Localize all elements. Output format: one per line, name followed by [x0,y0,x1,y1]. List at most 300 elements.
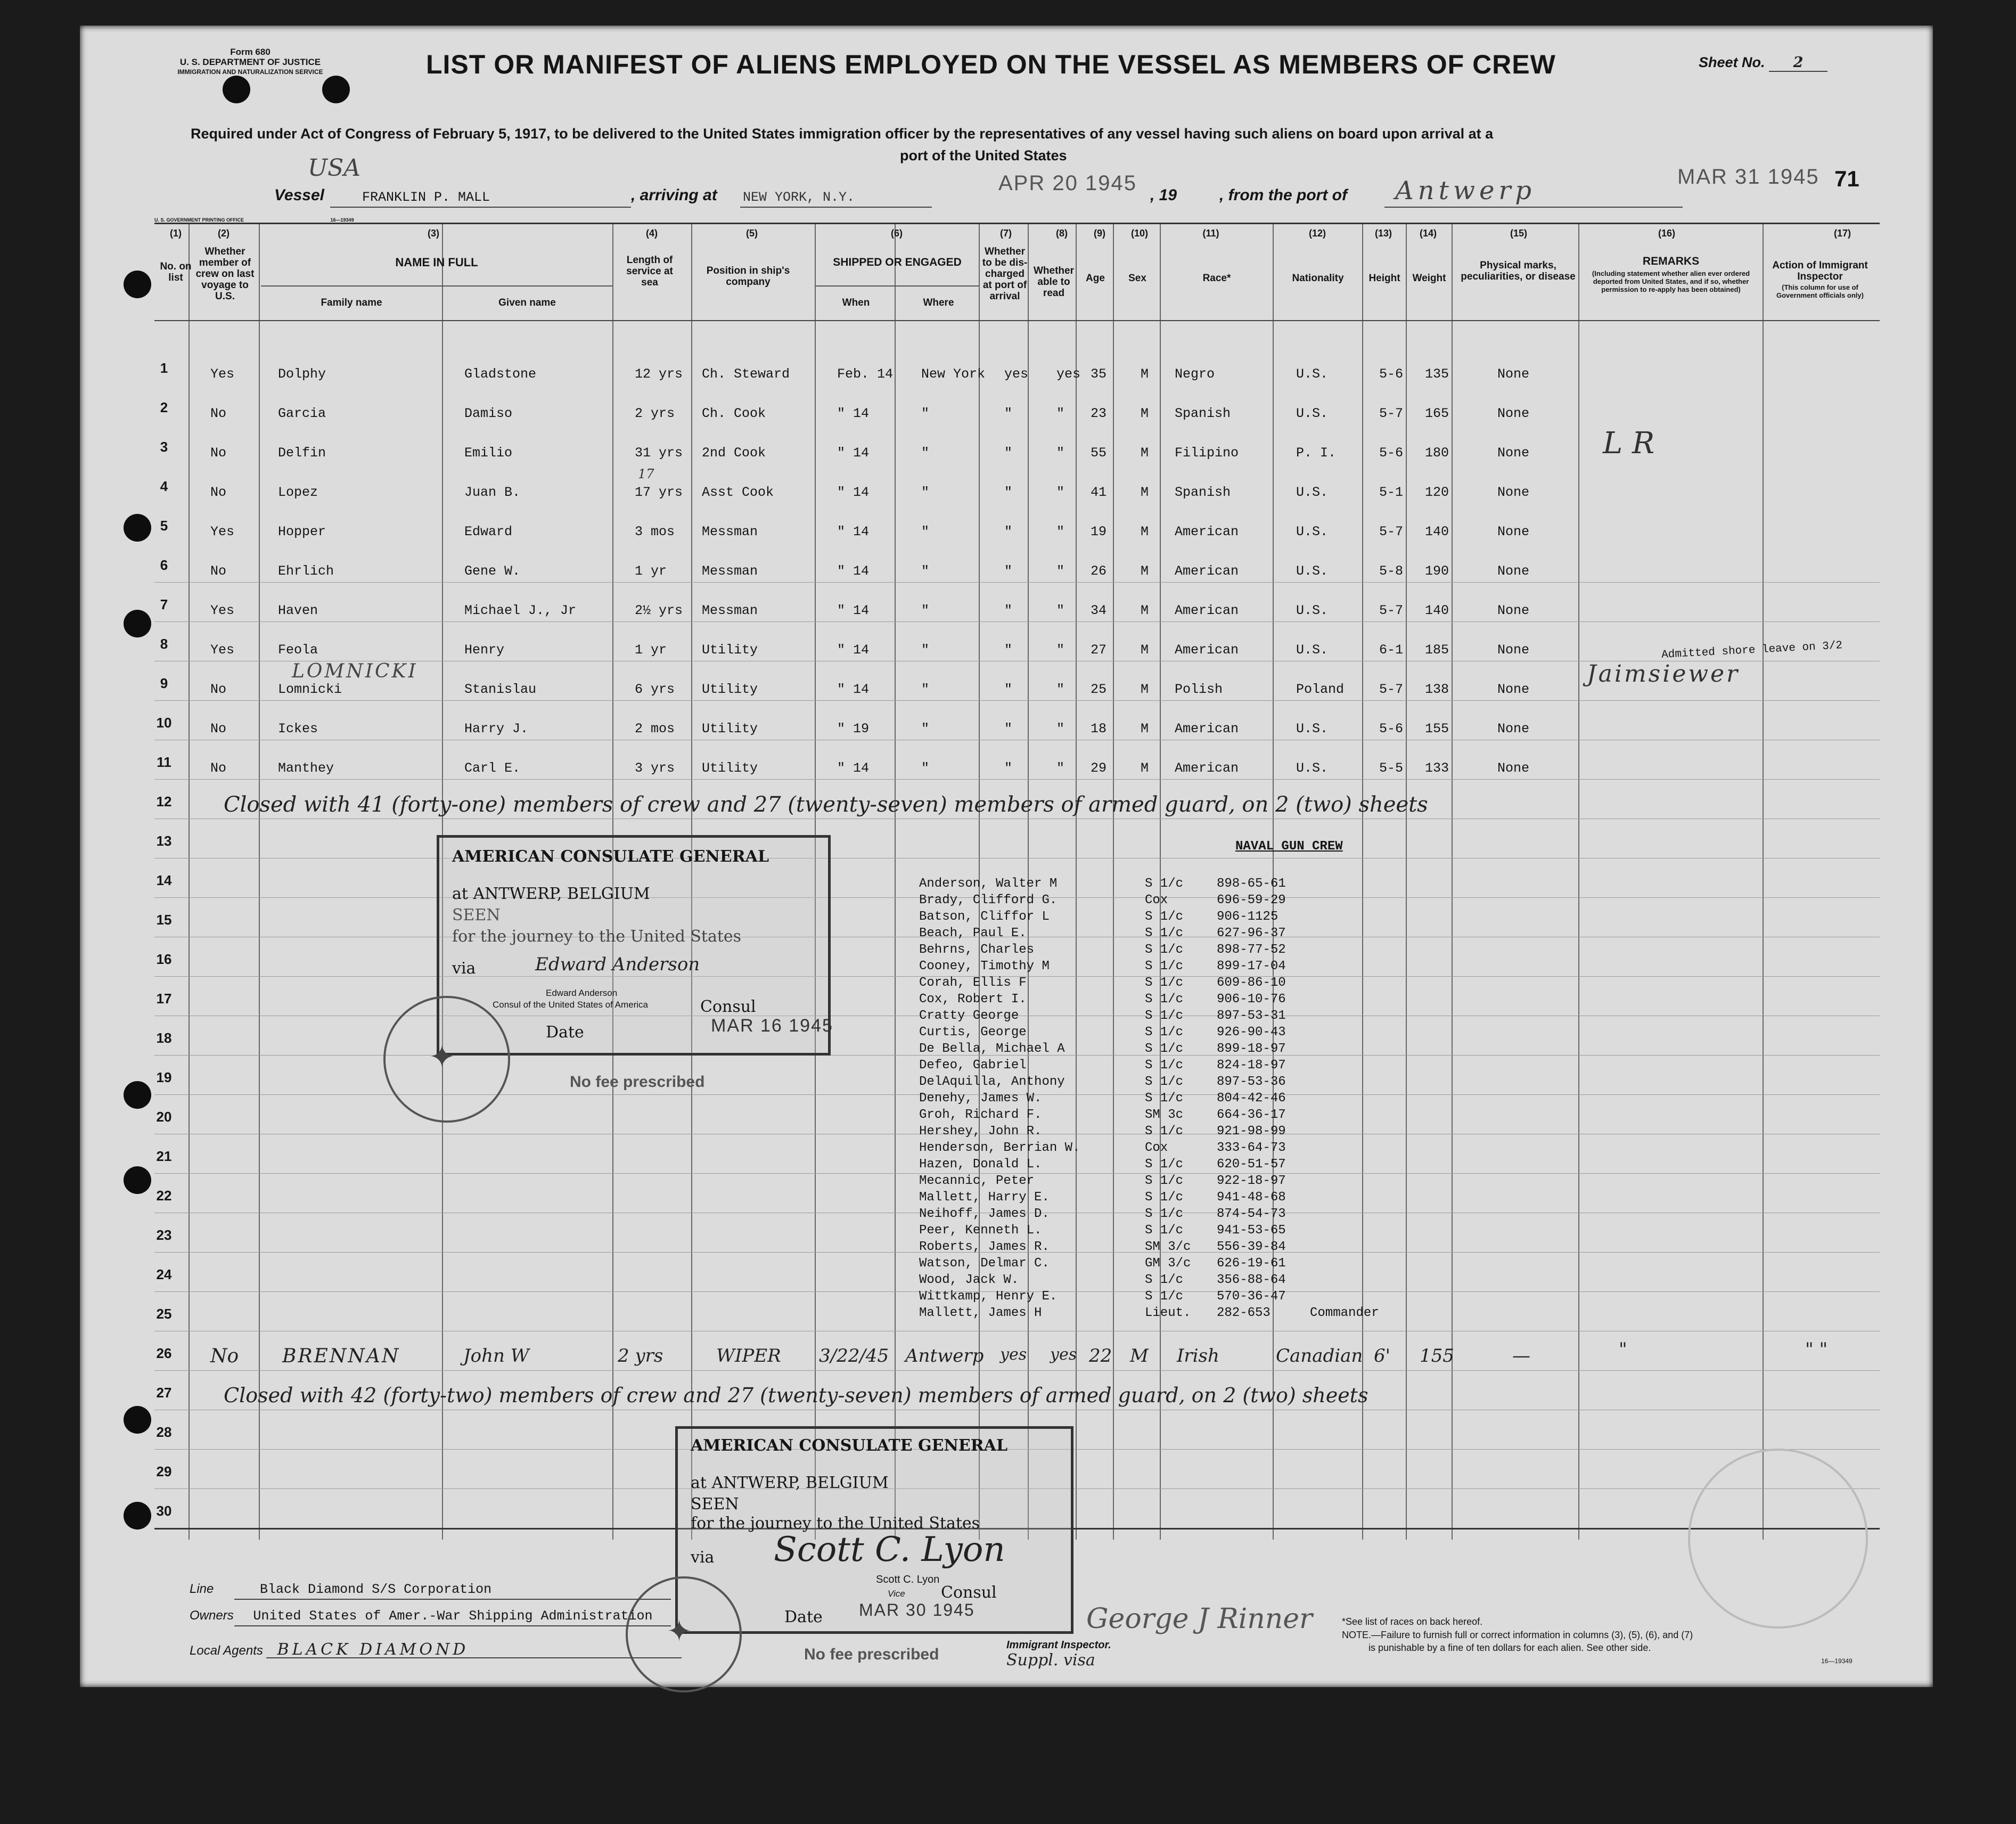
row26-when: 3/22/45 [819,1345,889,1367]
crew-cell-weight: 180 [1425,445,1449,461]
crew-cell-marks: None [1497,366,1530,382]
naval-member-rate: S 1/c [1145,1124,1184,1139]
crew-cell-race: American [1175,603,1239,618]
naval-member-rate: S 1/c [1145,976,1184,990]
crew-cell-where: " [921,760,930,776]
naval-member-serial: 921-98-99 [1217,1124,1286,1139]
col-num-2: (2) [218,228,230,239]
crew-cell-disch: yes [1004,366,1029,382]
crew-cell-weight: 135 [1425,366,1449,382]
hdr-where: Where [923,297,954,308]
col-num-10: (10) [1130,228,1148,239]
hdr-physical: Physical marks, peculiarities, or disease [1461,260,1576,282]
row-number: 22 [156,1188,172,1204]
crew-cell-sex: M [1141,485,1149,500]
naval-member-name: De Bella, Michael A [919,1042,1065,1056]
remarks-shore-leave: Admitted shore leave on 3/2 [1661,640,1843,661]
crew-cell-where: " [921,603,930,618]
crew-cell-length: 31 yrs [635,445,683,461]
hdr-whether-member: Whether member of crew on last voyage to U.S. [195,246,255,302]
naval-member-name: Mecannic, Peter [919,1174,1035,1188]
crew-cell-read: " [1056,760,1065,776]
hdr-remarks-note: (Including statement whether alien ever ordered deported from United States, and if so, whether permission to re-apply has been obtained) [1592,269,1750,293]
crew-cell-position: Utility [702,682,758,697]
naval-member-name: Behrns, Charles [919,943,1035,957]
form-department: U. S. DEPARTMENT OF JUSTICE [179,57,321,67]
hdr-height: Height [1368,273,1400,284]
hdr-nationality: Nationality [1292,273,1344,284]
row-number: 8 [160,636,168,652]
col-num-16: (16) [1658,228,1675,239]
naval-member-name: Roberts, James R. [919,1240,1050,1254]
row-number: 26 [156,1345,172,1361]
footer-agents: Local Agents BLACK DIAMOND [190,1640,469,1659]
faint-seal [1688,1449,1868,1629]
row26-remarks: " [1619,1339,1627,1360]
crew-cell-marks: None [1497,642,1530,658]
naval-member-rate: S 1/c [1145,910,1184,924]
crew-cell-family: Feola [278,642,318,658]
remarks-signature: Jaimsiewer [1587,660,1740,688]
fee-note-1: No fee prescribed [570,1073,705,1091]
naval-member-rate: S 1/c [1145,943,1184,957]
crew-cell-race: American [1175,642,1239,658]
crew-cell-marks: None [1497,563,1530,579]
crew-cell-nat: U.S. [1296,563,1329,579]
inspector-signature: George J Rinner [1086,1603,1313,1635]
crew-cell-given: Edward [464,524,513,539]
vessel-underline [330,207,631,208]
naval-member-rate: S 1/c [1145,959,1184,974]
row-number: 30 [156,1503,172,1519]
crew-cell-nat: U.S. [1296,760,1329,776]
naval-member-serial: 333-64-73 [1217,1141,1286,1155]
crew-cell-height: 6-1 [1379,642,1404,658]
crew-cell-sex: M [1141,524,1149,539]
naval-member-serial: 282-653 [1217,1306,1271,1320]
hdr-name-in-full: NAME IN FULL [395,256,478,269]
naval-member-rate: S 1/c [1145,1223,1184,1238]
col-num-6: (6) [891,228,903,239]
naval-member-serial: 609-86-10 [1217,976,1286,990]
row-number: 1 [160,360,168,376]
crew-cell-family: Lomnicki [278,682,342,697]
naval-member-name: Mallett, James H [919,1306,1042,1320]
naval-member-name: Brady, Clifford G. [919,893,1058,907]
crew-cell-when: " 14 [837,524,870,539]
row-number: 15 [156,912,172,928]
naval-member-rate: S 1/c [1145,1207,1184,1221]
col-num-17: (17) [1833,228,1851,239]
crew-cell-position: Utility [702,760,758,776]
crew-cell-weight: 190 [1425,563,1449,579]
hdr-when: When [842,297,870,308]
naval-member-serial: 899-17-04 [1217,959,1286,974]
row-number: 20 [156,1109,172,1125]
crew-cell-family: Garcia [278,406,326,421]
crew-cell-sex: M [1141,682,1149,697]
naval-member-serial: 926-90-43 [1217,1025,1286,1040]
crew-cell-length: 1 yr [635,563,667,579]
crew-cell-where: " [921,406,930,421]
crew-cell-weight: 165 [1425,406,1449,421]
crew-cell-sex: M [1141,445,1149,461]
naval-member-rate: Cox [1145,1141,1168,1155]
form-service: IMMIGRATION AND NATURALIZATION SERVICE [177,68,323,76]
row-number: 21 [156,1148,172,1164]
naval-member-rate: GM 3/c [1145,1256,1191,1271]
naval-member-serial: 874-54-73 [1217,1207,1286,1221]
crew-cell-length: 2 yrs [635,406,675,421]
naval-member-name: Hazen, Donald L. [919,1157,1042,1172]
naval-member-serial: 941-53-65 [1217,1223,1286,1238]
crew-cell-disch: " [1004,406,1013,421]
crew-cell-disch: " [1004,642,1013,658]
crew-cell-nat: U.S. [1296,406,1329,421]
crew-cell-when: " 14 [837,485,870,500]
crew-cell-given: Michael J., Jr [464,603,577,618]
crew-cell-when: " 19 [837,721,870,737]
crew-cell-length: 17 yrs [635,485,683,500]
naval-member-name: Denehy, James W. [919,1091,1042,1106]
crew-cell-weight: 185 [1425,642,1449,658]
naval-member-rate: S 1/c [1145,926,1184,940]
from-underline [1384,207,1683,208]
crew-cell-last: No [210,682,227,697]
handwritten-usa: USA [308,154,360,182]
crew-cell-race: American [1175,721,1239,737]
crew-cell-age: 41 [1091,485,1107,500]
crew-cell-position: Messman [702,563,758,579]
stamp-number: 71 [1834,166,1859,191]
note-line-1: NOTE.—Failure to furnish full or correct information in columns (3), (5), (6), and (7) [1342,1630,1693,1640]
col-num-15: (15) [1510,228,1527,239]
closed-note-2: Closed with 42 (forty-two) members of crew and 27 (twenty-seven) members of armed guard, on 2 (two) sheets [224,1384,1368,1407]
crew-cell-age: 18 [1091,721,1107,737]
crew-cell-position: Asst Cook [702,485,774,500]
arriving-port: NEW YORK, N.Y. [743,190,855,205]
crew-cell-race: American [1175,760,1239,776]
naval-member-serial: 898-65-61 [1217,877,1286,891]
crew-cell-when: " 14 [837,445,870,461]
naval-member-name: Cox, Robert I. [919,992,1027,1007]
crew-cell-last: No [210,406,227,421]
note-line-2: is punishable by a fine of ten dollars for each alien. See other side. [1368,1642,1651,1653]
hdr-discharged: Whether to be dis-charged at port of arrival [982,246,1028,302]
crew-cell-sex: M [1141,406,1149,421]
naval-member-name: Batson, Cliffor L [919,910,1050,924]
crew-cell-last: No [210,721,227,737]
naval-member-serial: 941-48-68 [1217,1190,1286,1205]
row26-age: 22 [1089,1345,1112,1367]
crew-cell-when: " 14 [837,406,870,421]
crew-cell-family: Delfin [278,445,326,461]
crew-cell-sex: M [1141,642,1149,658]
crew-cell-family: Ehrlich [278,563,334,579]
crew-cell-length: 12 yrs [635,366,683,382]
crew-cell-where: " [921,445,930,461]
crew-cell-family: Ickes [278,721,318,737]
crew-cell-marks: None [1497,603,1530,618]
naval-member-serial: 898-77-52 [1217,943,1286,957]
footer-line: Line Black Diamond S/S Corporation [190,1582,492,1597]
col-num-11: (11) [1202,228,1219,239]
hdr-sex: Sex [1128,273,1146,284]
crew-cell-height: 5-7 [1379,682,1404,697]
crew-cell-weight: 140 [1425,524,1449,539]
naval-member-name: Mallett, Harry E. [919,1190,1050,1205]
crew-cell-length: 3 yrs [635,760,675,776]
naval-member-rate: S 1/c [1145,1058,1184,1073]
crew-cell-nat: U.S. [1296,485,1329,500]
crew-cell-age: 29 [1091,760,1107,776]
hdr-position: Position in ship's company [706,265,790,288]
closed-note-1: Closed with 41 (forty-one) members of crew and 27 (twenty-seven) members of armed guard, on 2 (two) sheets [224,792,1428,817]
crew-cell-where: " [921,524,930,539]
naval-member-rate: S 1/c [1145,1273,1184,1287]
hdr-no-on-list: No. on list [160,261,192,283]
hdr-able-read: Whether able to read [1034,265,1074,299]
crew-cell-weight: 155 [1425,721,1449,737]
row-number: 19 [156,1069,172,1085]
crew-cell-given: Gladstone [464,366,537,382]
crew-cell-marks: None [1497,445,1530,461]
seal-1-emblem: ✦ [429,1039,456,1075]
row-number: 7 [160,596,168,612]
crew-cell-height: 5-6 [1379,721,1404,737]
row26-race: Irish [1177,1345,1219,1367]
crew-cell-height: 5-7 [1379,603,1404,618]
naval-member-rate: S 1/c [1145,877,1184,891]
crew-cell-height: 5-7 [1379,524,1404,539]
crew-cell-when: Feb. 14 [837,366,894,382]
crew-cell-weight: 138 [1425,682,1449,697]
page-title: LIST OR MANIFEST OF ALIENS EMPLOYED ON THE VESSEL AS MEMBERS OF CREW [426,50,1556,79]
crew-cell-where: " [921,563,930,579]
naval-member-serial: 922-18-97 [1217,1174,1286,1188]
year-label: , 19 [1150,186,1177,204]
crew-cell-height: 5-1 [1379,485,1404,500]
crew-cell-race: American [1175,524,1239,539]
crew-cell-where: " [921,682,930,697]
crew-cell-read: " [1056,563,1065,579]
row26-length: 2 yrs [618,1345,663,1367]
row-number: 14 [156,872,172,888]
naval-member-serial: 356-88-64 [1217,1273,1286,1287]
crew-cell-read: " [1056,642,1065,658]
crew-cell-sex: M [1141,760,1149,776]
crew-cell-given: Emilio [464,445,513,461]
binder-hole [124,1406,151,1434]
naval-member-serial: 620-51-57 [1217,1157,1286,1172]
row26-position: WIPER [716,1345,781,1367]
crew-cell-race: Spanish [1175,406,1231,421]
seal-2-emblem: ✦ [667,1614,692,1648]
crew-cell-read: " [1056,485,1065,500]
crew-cell-nat: U.S. [1296,642,1329,658]
row-number: 23 [156,1227,172,1243]
crew-cell-where: " [921,485,930,500]
crew-cell-disch: " [1004,760,1013,776]
form-block [154,47,346,77]
crew-cell-disch: " [1004,524,1013,539]
crew-cell-last: No [210,760,227,776]
crew-cell-position: Utility [702,642,758,658]
crew-cell-given: Henry [464,642,505,658]
binder-hole [124,1166,151,1194]
crew-cell-length: 6 yrs [635,682,675,697]
crew-cell-last: Yes [210,642,235,658]
naval-member-rate: SM 3c [1145,1108,1184,1122]
crew-cell-read: " [1056,406,1065,421]
binder-hole [124,1081,151,1109]
naval-member-rate: SM 3/c [1145,1240,1191,1254]
naval-member-serial: 556-39-84 [1217,1240,1286,1254]
crew-cell-disch: " [1004,721,1013,737]
inspector-note: Suppl. visa [1006,1651,1095,1670]
crew-cell-when: " 14 [837,682,870,697]
crew-cell-last: Yes [210,524,235,539]
naval-member-rate: S 1/c [1145,1157,1184,1172]
crew-cell-position: Messman [702,524,758,539]
naval-member-rate: S 1/c [1145,992,1184,1007]
crew-cell-when: " 14 [837,642,870,658]
crew-cell-age: 27 [1091,642,1107,658]
naval-member-name: Curtis, George [919,1025,1027,1040]
naval-member-serial: 897-53-36 [1217,1075,1286,1089]
crew-cell-nat: U.S. [1296,721,1329,737]
row-number: 25 [156,1306,172,1322]
naval-member-rate: S 1/c [1145,1009,1184,1023]
hdr-length-service: Length of service at sea [626,255,673,288]
vessel-label: Vessel [274,186,324,204]
crew-cell-nat: P. I. [1296,445,1337,461]
crew-cell-disch: " [1004,485,1013,500]
row26-discharged: yes [1000,1345,1027,1364]
row26-read: yes [1050,1345,1077,1364]
crew-cell-read: " [1056,524,1065,539]
naval-member-rate: Lieut. [1145,1306,1191,1320]
row-number: 6 [160,557,168,573]
naval-member-serial: 664-36-17 [1217,1108,1286,1122]
consulate-stamp-1: AMERICAN CONSULATE GENERAL at ANTWERP, BELGIUM SEEN for the journey to the United States via Edward Anderson Edward Anderson Consul of the United States of America Consul Date MAR 16 1945 [437,835,831,1056]
naval-member-rate: S 1/c [1145,1075,1184,1089]
crew-cell-nat: U.S. [1296,524,1329,539]
col-num-14: (14) [1419,228,1437,239]
binder-hole [124,1502,151,1529]
row-number: 11 [157,754,171,770]
inspector-label: Immigrant Inspector. [1006,1639,1111,1651]
crew-cell-position: Messman [702,603,758,618]
naval-member-serial: 899-18-97 [1217,1042,1286,1056]
crew-cell-sex: M [1141,721,1149,737]
crew-cell-nat: U.S. [1296,366,1329,382]
naval-member-serial: 696-59-29 [1217,893,1286,907]
crew-cell-length: 3 mos [635,524,675,539]
crew-cell-when: " 14 [837,760,870,776]
printing-office: U. S. GOVERNMENT PRINTING OFFICE 16—19349 [154,217,354,223]
binder-hole [124,514,151,542]
vessel-name: FRANKLIN P. MALL [362,190,490,205]
crew-cell-sex: M [1141,603,1149,618]
crew-cell-height: 5-6 [1379,366,1404,382]
crew-cell-nat: Poland [1296,682,1345,697]
crew-cell-marks: None [1497,721,1530,737]
binder-hole [124,271,151,298]
row-number: 2 [160,399,168,415]
crew-cell-given: Harry J. [464,721,529,737]
naval-member-serial: 824-18-97 [1217,1058,1286,1073]
naval-member-name: Cooney, Timothy M [919,959,1050,974]
consulate-stamp-2: AMERICAN CONSULATE GENERAL at ANTWERP, BELGIUM SEEN for the journey to the United States via Scott C. Lyon Scott C. Lyon Vice Consul Date MAR 30 1945 [675,1426,1073,1634]
naval-member-rate: S 1/c [1145,1190,1184,1205]
naval-member-name: Watson, Delmar C. [919,1256,1050,1271]
crew-cell-disch: " [1004,682,1013,697]
lomnicki-correction: LOMNICKI [292,660,418,682]
naval-member-name: Cratty George [919,1009,1019,1023]
row-number: 16 [156,951,172,967]
crew-cell-where: New York [921,366,986,382]
hdr-age: Age [1086,273,1105,284]
crew-cell-family: Haven [278,603,318,618]
row-number: 9 [160,675,168,691]
naval-member-name: Henderson, Berrian W. [919,1141,1080,1155]
crew-cell-family: Hopper [278,524,326,539]
arriving-label: , arriving at [631,186,717,204]
naval-member-serial: 627-96-37 [1217,926,1286,940]
crew-cell-age: 35 [1091,366,1107,382]
fee-note-2: No fee prescribed [804,1646,939,1663]
sheet-number: Sheet No. 2 [1699,54,1827,72]
naval-member-serial: 906-10-76 [1217,992,1286,1007]
crew-cell-age: 19 [1091,524,1107,539]
crew-cell-when: " 14 [837,603,870,618]
row26-last: No [210,1345,239,1367]
row-number: 3 [160,439,168,455]
naval-member-name: Groh, Richard F. [919,1108,1042,1122]
crew-cell-length: 1 yr [635,642,667,658]
col-num-3: (3) [428,228,439,239]
naval-member-name: DelAquilla, Anthony [919,1075,1065,1089]
naval-member-name: Beach, Paul E. [919,926,1027,940]
crew-cell-age: 23 [1091,406,1107,421]
naval-member-name: Anderson, Walter M [919,877,1058,891]
crew-cell-position: Ch. Steward [702,366,790,382]
subtitle-line2: port of the United States [900,148,1067,163]
row26-where: Antwerp [905,1345,984,1367]
crew-cell-weight: 120 [1425,485,1449,500]
crew-cell-height: 5-8 [1379,563,1404,579]
row-number: 27 [156,1385,172,1401]
crew-cell-marks: None [1497,406,1530,421]
hdr-given-name: Given name [498,297,556,308]
naval-member-name: Corah, Ellis F [919,976,1027,990]
crew-cell-disch: " [1004,603,1013,618]
crew-cell-race: American [1175,563,1239,579]
col-num-13: (13) [1374,228,1392,239]
crew-cell-read: " [1056,603,1065,618]
footer-form-code: 16—19349 [1821,1657,1853,1665]
naval-member-name: Hershey, John R. [919,1124,1042,1139]
row26-action: " " [1805,1339,1828,1360]
crew-cell-weight: 140 [1425,603,1449,618]
crew-cell-position: Ch. Cook [702,406,766,421]
naval-member-name: Neihoff, James D. [919,1207,1050,1221]
crew-cell-where: " [921,642,930,658]
remarks-lr: L R [1603,426,1655,461]
hdr-action-note: (This column for use of Government officials only) [1776,283,1864,299]
crew-cell-nat: U.S. [1296,603,1329,618]
